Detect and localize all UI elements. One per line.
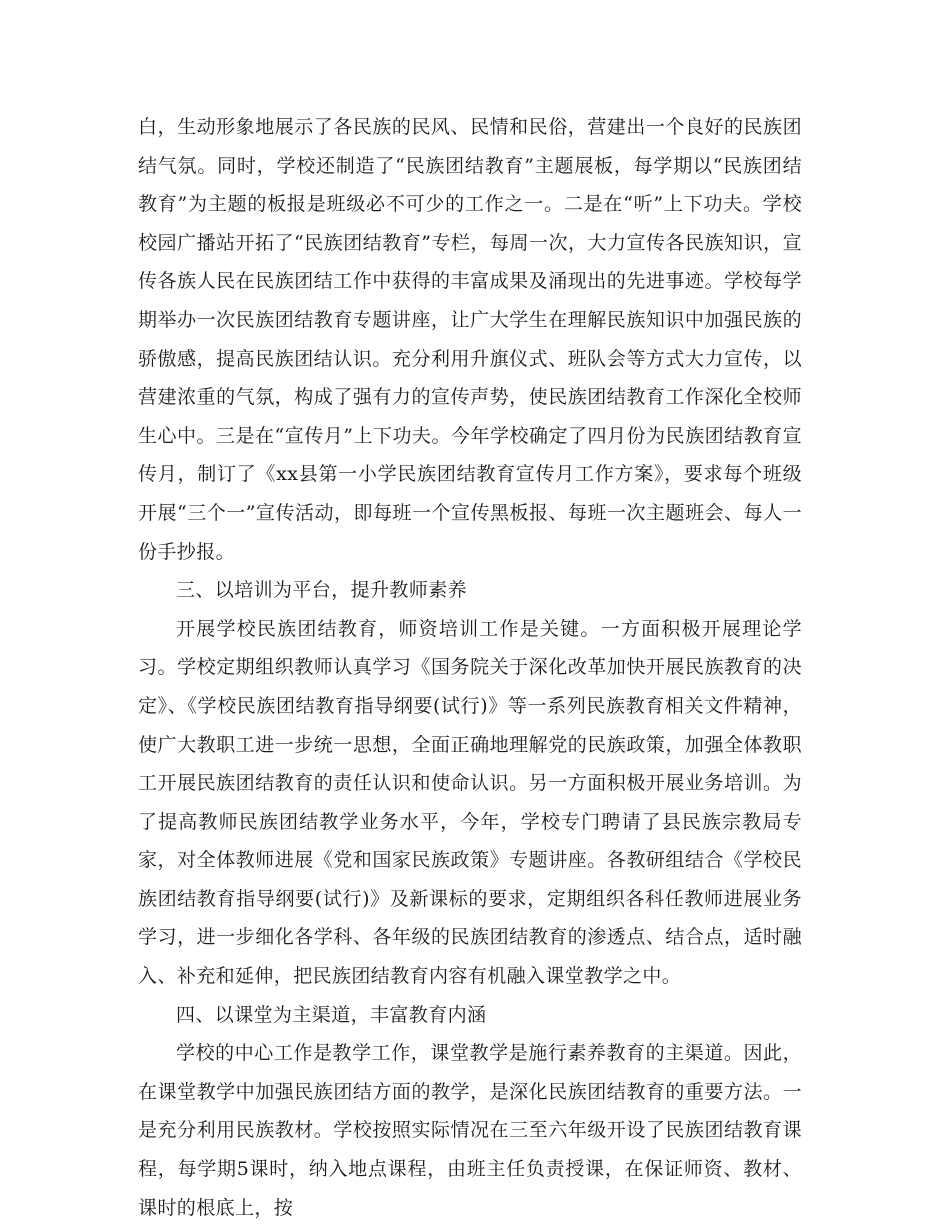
section-heading-3: 三、以培训为平台，提升教师素养 xyxy=(176,579,468,602)
paragraph-2: 开展学校民族团结教育，师资培训工作是关键。一方面积极开展理论学习。学校定期组织教师认真学习《国务院关于深化改革加快开展民族教育的决定》、《学校民族团结教育指导纲要(试行)》等一系列民族教育相关文件精神，使广大教职工进一步统一思想，全面正确地理解党的民族政策，加强全体教职工开展民族团结教育的责任认识和使命认识。另一方面积极开展业务培训。为了提高教师民族团结教学业务水平，今年，学校专门聘请了县民族宗教局专家，对全体教师进展《党和国家民族政策》专题讲座。各教研组结合《学校民族团结教育指导纲要(试行)》及新课标的要求，定期组织各科任教师进展业务学习，进一步细化各学科、各年级的民族团结教育的渗透点、结合点，适时融入、补充和延伸，把民族团结教育内容有机融入课堂教学之中。 xyxy=(138,617,802,988)
section-heading-4: 四、以课堂为主渠道，丰富教育内涵 xyxy=(176,1003,487,1026)
document-body xyxy=(138,108,802,1227)
paragraph-3: 学校的中心工作是教学工作，课堂教学是施行素养教育的主渠道。因此，在课堂教学中加强民族团结方面的教学，是深化民族团结教育的重要方法。一是充分利用民族教材。学校按照实际情况在三至六年级开设了民族团结教育课程，每学期5课时，纳入地点课程，由班主任负责授课，在保证师资、教材、课时的根底上，按 xyxy=(138,1042,802,1219)
paragraph-1: 白，生动形象地展示了各民族的民风、民情和民俗，营建出一个良好的民族团结气氛。同时，学校还制造了“民族团结教育”主题展板，每学期以“民族团结教育”为主题的板报是班级必不可少的工作之一。二是在“听”上下功夫。学校校园广播站开拓了“民族团结教育”专栏，每周一次，大力宣传各民族知识，宣传各族人民在民族团结工作中获得的丰富成果及涌现出的先进事迹。学校每学期举办一次民族团结教育专题讲座，让广大学生在理解民族知识中加强民族的骄傲感，提高民族团结认识。充分利用升旗仪式、班队会等方式大力宣传，以营建浓重的气氛，构成了强有力的宣传声势，使民族团结教育工作深化全校师生心中。三是在“宣传月”上下功夫。今年学校确定了四月份为民族团结教育宣传月，制订了《xx县第一小学民族团结教育宣传月工作方案》，要求每个班级开展“三个一”宣传活动，即每班一个宣传黑板报、每班一次主题班会、每人一份手抄报。 xyxy=(138,116,802,563)
